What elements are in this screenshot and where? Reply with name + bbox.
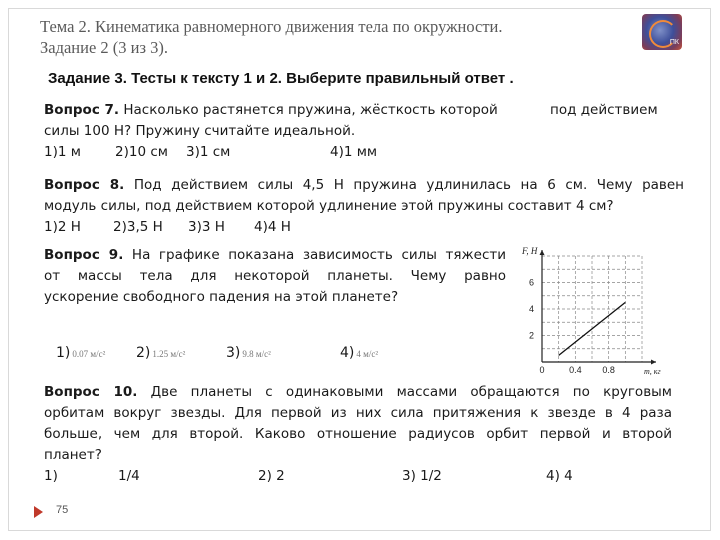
question-9-option-2[interactable]: 2) 1.25 м/с² bbox=[136, 345, 186, 361]
question-9-option-4[interactable]: 4) 4 м/с² bbox=[340, 345, 379, 361]
y-axis-arrow-icon bbox=[540, 250, 545, 255]
y-tick-label: 2 bbox=[528, 330, 534, 341]
question-9-text3: ускорение свободного падения на этой планете? bbox=[44, 289, 399, 305]
question-10-text4: планет? bbox=[44, 447, 102, 463]
x-tick-label: 0.4 bbox=[569, 365, 582, 375]
question-8-text2: модуль силы, под действием которой удлинение этой пружины составит 4 см? bbox=[44, 198, 614, 214]
question-10-option-3[interactable]: 3) 1/2 bbox=[402, 468, 442, 484]
question-10-option-2[interactable]: 2) 2 bbox=[258, 468, 285, 484]
question-10-label: Вопрос 10. bbox=[44, 384, 138, 400]
x-axis-label: m, кг bbox=[644, 367, 661, 376]
question-8-label: Вопрос 8. bbox=[44, 177, 125, 193]
question-9-label: Вопрос 9. bbox=[44, 247, 124, 263]
question-8-option-4[interactable]: 4)4 Н bbox=[254, 219, 291, 235]
x-tick-label: 0.8 bbox=[602, 365, 615, 375]
question-8-text1: Под действием силы 4,5 Н пружина удлинилась на 6 см. Чему равен bbox=[133, 177, 685, 193]
page-number: 75 bbox=[56, 504, 69, 516]
question-9-text2: от массы тела для некоторой планеты. Чему равно bbox=[44, 268, 506, 284]
question-10 bbox=[44, 382, 672, 487]
slide-title-line1: Тема 2. Кинематика равномерного движения тела по окружности. bbox=[40, 17, 503, 36]
question-10-text1: Две планеты с одинаковыми массами обращаются по круговым bbox=[150, 384, 672, 400]
question-8-option-1[interactable]: 1)2 Н bbox=[44, 219, 81, 235]
question-10-text2: орбитам вокруг звезды. Для первой из них сила притяжения к звезде в 4 раза bbox=[44, 405, 672, 421]
question-10-option-1[interactable]: 1) bbox=[44, 468, 58, 484]
question-7-label: Вопрос 7. bbox=[44, 102, 120, 118]
question-7-option-3[interactable]: 3)1 см bbox=[186, 144, 231, 160]
logo-icon: ПК bbox=[642, 14, 682, 50]
y-tick-label: 4 bbox=[528, 304, 534, 314]
y-axis-label: F, Н bbox=[522, 246, 538, 256]
question-8 bbox=[44, 175, 684, 238]
question-7-option-1[interactable]: 1)1 м bbox=[44, 144, 81, 160]
question-10-option-4[interactable]: 4) 4 bbox=[546, 468, 573, 484]
question-7-option-4[interactable]: 4)1 мм bbox=[330, 144, 378, 160]
question-7-text2: силы 100 Н? Пружину считайте идеальной. bbox=[44, 123, 356, 139]
y-tick-label: 6 bbox=[528, 277, 534, 288]
x-axis-arrow-icon bbox=[651, 360, 656, 365]
question-9 bbox=[44, 245, 507, 361]
next-slide-arrow-icon[interactable] bbox=[34, 506, 43, 518]
question-7-text-right: под действием bbox=[550, 102, 658, 118]
task-heading: Задание 3. Тесты к тексту 1 и 2. Выберите правильный ответ . bbox=[48, 70, 514, 87]
question-9-option-3[interactable]: 3) 9.8 м/с² bbox=[226, 345, 271, 361]
question-9-option-1[interactable]: 1) 0.07 м/с² bbox=[56, 345, 106, 361]
question-7-option-2[interactable]: 2)10 см bbox=[115, 144, 168, 160]
question-10-text3: больше, чем для второй. Каково отношение радиусов орбит первой и второй bbox=[44, 426, 672, 442]
question-7 bbox=[44, 100, 684, 163]
question-7-text1: Насколько растянется пружина, жёсткость которой bbox=[123, 102, 498, 118]
x-tick-label: 0 bbox=[539, 365, 545, 375]
force-mass-chart bbox=[518, 244, 678, 379]
question-8-option-3[interactable]: 3)3 Н bbox=[188, 219, 225, 235]
question-8-option-2[interactable]: 2)3,5 Н bbox=[113, 219, 163, 235]
question-10-option-1-value[interactable]: 1/4 bbox=[118, 468, 140, 484]
question-9-text1: На графике показана зависимость силы тяжести bbox=[131, 247, 507, 263]
slide-title-line2: Задание 2 (3 из 3). bbox=[40, 38, 169, 57]
slide-title bbox=[40, 16, 600, 58]
